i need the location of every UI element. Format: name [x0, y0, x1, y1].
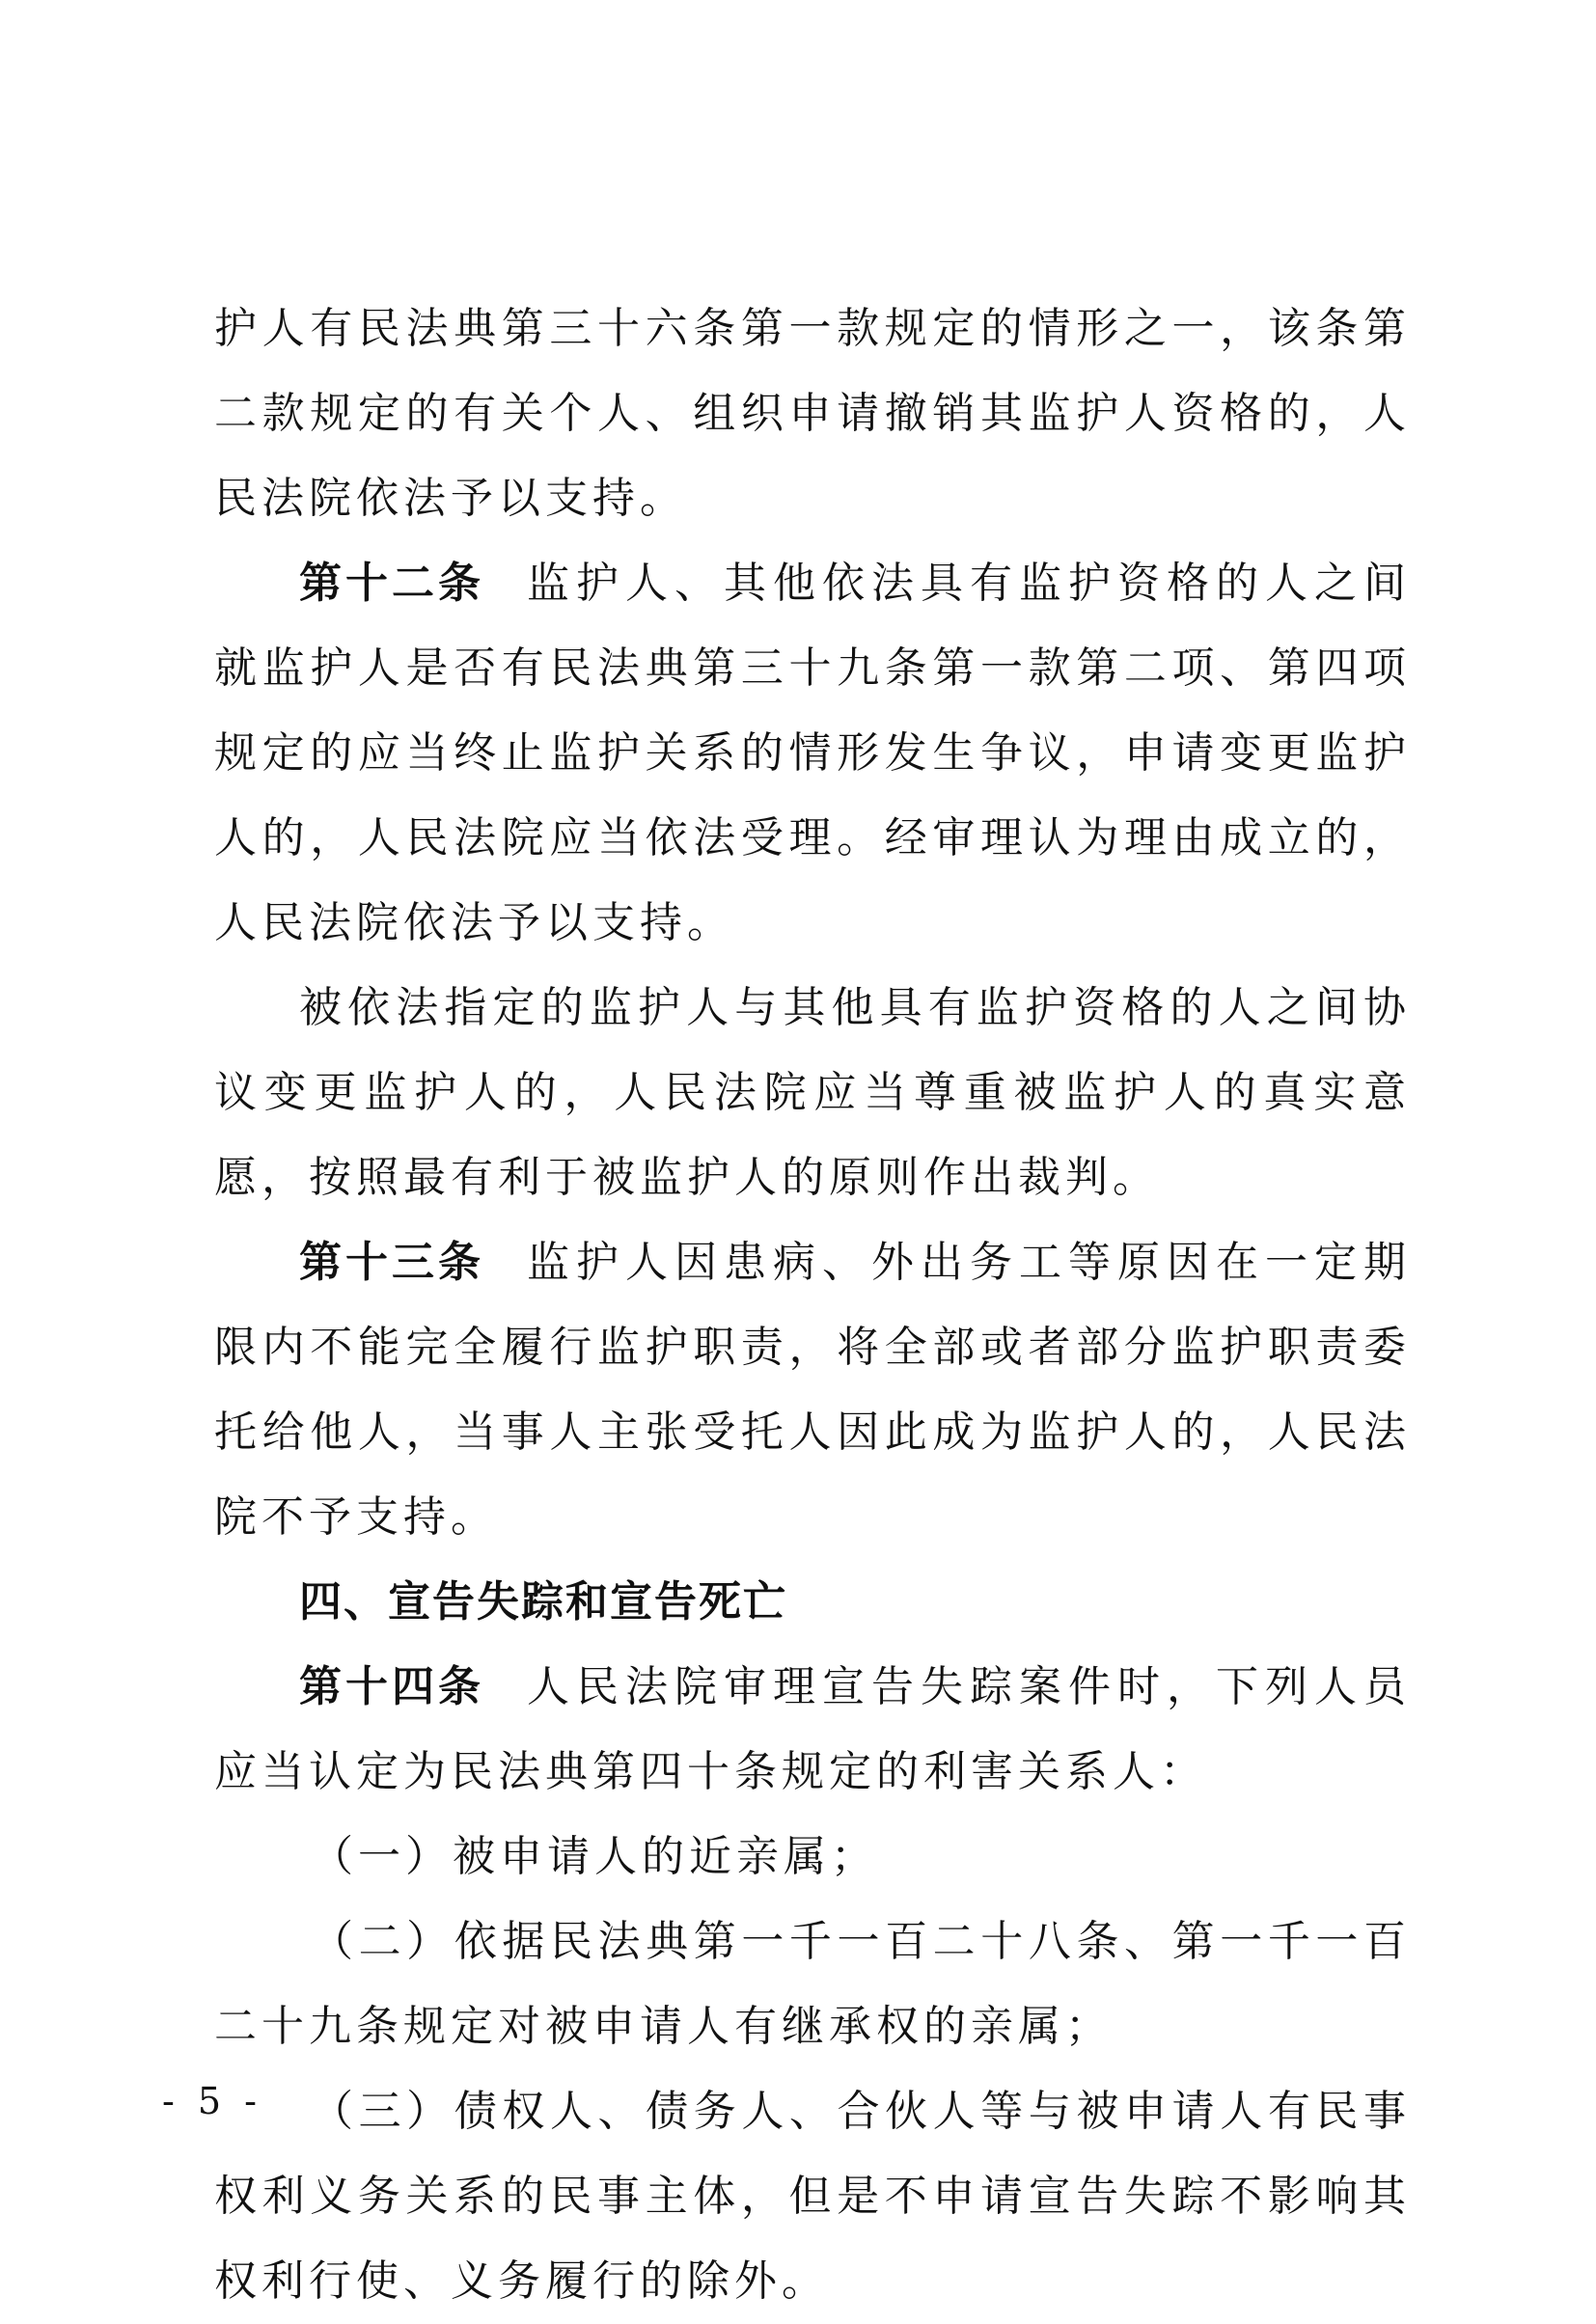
list-item-text: （一）被申请人的近亲属； [311, 1832, 878, 1881]
article-label: 第十三条 [299, 1238, 484, 1287]
article-text: 监护人因患病、外出务工等原因在一定期限内不能完全履行监护职责，将全部或者部分监护职责委托给他人，当事人主张受托人因此成为监护人的，人民法院不予支持。 [214, 1238, 1411, 1542]
page-number: - 5 - [162, 2080, 263, 2122]
article-text: 监护人、其他依法具有监护资格的人之间就监护人是否有民法典第三十九条第一款第二项、第四项规定的应当终止监护关系的情形发生争议，申请变更监护人的，人民法院应当依法受理。经审理认为理由成立的，人民法院依法予以支持。 [214, 559, 1411, 947]
article-label: 第十四条 [299, 1662, 484, 1711]
list-item-text: （三）债权人、债务人、合伙人等与被申请人有民事权利义务关系的民事主体，但是不申请宣告失踪不影响其权利行使、义务履行的除外。 [214, 2087, 1411, 2306]
paragraph [214, 966, 1411, 1220]
article-label: 第十二条 [299, 559, 484, 608]
article-12 [214, 541, 1411, 966]
article-text: 人民法院审理宣告失踪案件时，下列人员应当认定为民法典第四十条规定的利害关系人： [214, 1662, 1411, 1796]
article-14 [214, 1645, 1411, 1815]
article-13 [214, 1220, 1411, 1560]
section-heading-text: 四、宣告失踪和宣告死亡 [299, 1577, 787, 1627]
document-body [214, 287, 1411, 2324]
paragraph-continuation [214, 287, 1411, 541]
paragraph-text: 被依法指定的监护人与其他具有监护资格的人之间协议变更监护人的，人民法院应当尊重被监护人的真实意愿，按照最有利于被监护人的原则作出裁判。 [214, 983, 1411, 1202]
list-item [214, 1815, 1411, 1900]
list-item [214, 2069, 1411, 2324]
list-item [214, 1900, 1411, 2069]
section-heading [214, 1560, 1411, 1645]
list-item-text: （二）依据民法典第一千一百二十八条、第一千一百二十九条规定对被申请人有继承权的亲属； [214, 1917, 1411, 2051]
paragraph-text: 护人有民法典第三十六条第一款规定的情形之一，该条第二款规定的有关个人、组织申请撤销其监护人资格的，人民法院依法予以支持。 [214, 304, 1411, 523]
